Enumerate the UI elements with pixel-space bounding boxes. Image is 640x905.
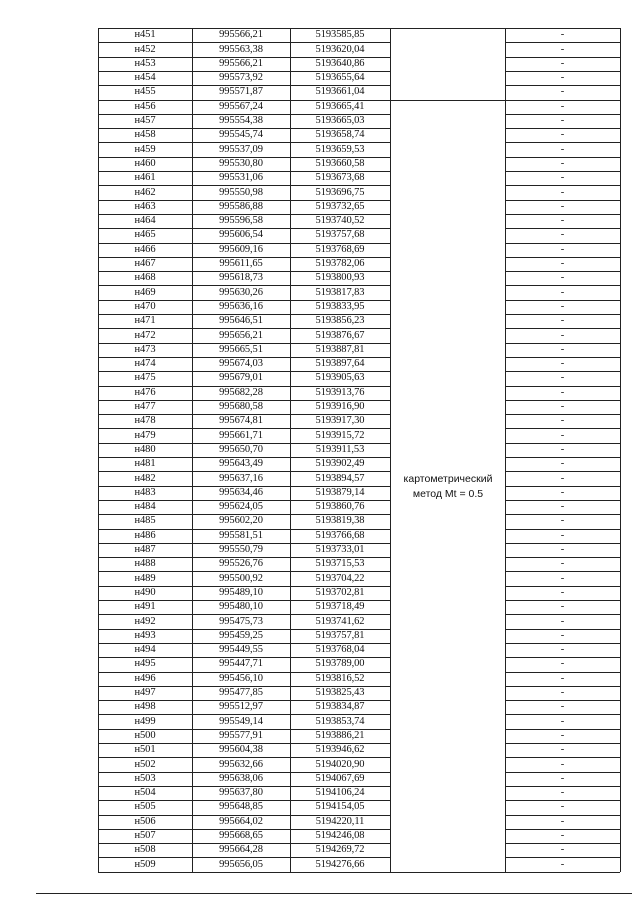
table-cell-coord-y: 5193733,01 [315, 544, 365, 555]
table-cell-coord-x: 995596,58 [219, 215, 263, 227]
table-cell-point-id: н477 [134, 401, 156, 412]
table-cell-coord-y: 5193620,04 [315, 43, 365, 55]
table-cell-point-id: н452 [134, 43, 156, 55]
method-note-line-1: картометрический [403, 473, 493, 485]
table-cell-coord-x: 995618,73 [219, 272, 263, 284]
table-cell-dash-mark: - [560, 629, 565, 641]
table-cell-coord-y: 5193665,03 [315, 115, 365, 126]
table-cell-point-id: н496 [134, 672, 156, 684]
table-cell-dash-mark: - [560, 186, 565, 198]
table-cell-point-id: н502 [134, 758, 156, 770]
table-cell-coord-y: 5193886,21 [315, 729, 365, 741]
table-cell-dash-mark: - [560, 772, 565, 784]
table-cell-coord-y: 5193789,00 [315, 658, 365, 670]
table-cell-coord-y: 5194020,90 [315, 758, 365, 770]
table-cell-coord-y: 5193660,58 [315, 157, 365, 169]
table-cell-dash-mark: - [560, 401, 565, 412]
table-cell-coord-x: 995664,28 [219, 844, 263, 856]
table-cell-coord-x: 995549,14 [219, 715, 263, 727]
table-cell-dash-mark: - [560, 157, 565, 169]
table-cell-coord-y: 5193825,43 [315, 687, 365, 698]
table-cell-point-id: н499 [134, 715, 156, 727]
table-cell-point-id: н484 [134, 501, 156, 513]
table-cell-dash-mark: - [560, 715, 565, 727]
table-cell-coord-y: 5193673,68 [315, 172, 365, 184]
table-cell-coord-x: 995571,87 [219, 86, 263, 98]
table-cell-dash-mark: - [560, 758, 565, 770]
table-cell-dash-mark: - [560, 200, 565, 212]
table-cell-point-id: н474 [134, 358, 156, 370]
table-cell-dash-mark: - [560, 143, 565, 155]
table-cell-coord-y: 5193702,81 [315, 586, 365, 598]
table-cell-point-id: н494 [134, 644, 156, 656]
table-cell-coord-y: 5193833,95 [315, 300, 365, 312]
table-cell-point-id: н467 [134, 258, 156, 269]
table-cell-coord-x: 995656,21 [219, 329, 263, 341]
table-cell-coord-x: 995545,74 [219, 129, 263, 141]
table-cell-coord-x: 995664,02 [219, 815, 263, 827]
table-cell-coord-y: 5193902,49 [315, 458, 365, 470]
table-cell-dash-mark: - [560, 801, 565, 813]
table-cell-coord-x: 995563,38 [219, 43, 263, 55]
table-cell-coord-x: 995602,20 [219, 515, 263, 527]
table-cell-point-id: н480 [134, 443, 156, 455]
table-column-rule [390, 28, 391, 872]
table-cell-point-id: н504 [134, 787, 156, 799]
table-cell-coord-x: 995531,06 [219, 172, 263, 184]
table-cell-point-id: н485 [134, 515, 156, 527]
table-cell-coord-x: 995632,66 [219, 758, 263, 770]
table-cell-dash-mark: - [560, 243, 565, 255]
table-cell-point-id: н498 [134, 701, 156, 713]
table-cell-dash-mark: - [560, 529, 565, 541]
table-cell-coord-x: 995550,79 [219, 544, 263, 555]
table-cell-coord-x: 995475,73 [219, 615, 263, 627]
table-cell-dash-mark: - [560, 744, 565, 756]
table-cell-point-id: н475 [134, 372, 156, 384]
table-cell-coord-y: 5193834,87 [315, 701, 365, 713]
table-cell-dash-mark: - [560, 415, 565, 427]
table-cell-coord-y: 5193757,81 [315, 629, 365, 641]
table-cell-dash-mark: - [560, 544, 565, 555]
table-cell-point-id: н495 [134, 658, 156, 670]
table-cell-coord-y: 5194106,24 [315, 787, 365, 799]
table-cell-point-id: н479 [134, 429, 156, 441]
table-cell-coord-x: 995606,54 [219, 229, 263, 241]
table-cell-coord-x: 995567,24 [219, 100, 263, 112]
table-cell-coord-x: 995573,92 [219, 72, 263, 84]
table-cell-coord-x: 995526,76 [219, 558, 263, 570]
table-cell-coord-y: 5193696,75 [315, 186, 365, 198]
table-cell-coord-y: 5194154,05 [315, 801, 365, 813]
table-cell-coord-x: 995449,55 [219, 644, 263, 656]
table-cell-coord-x: 995611,65 [219, 258, 263, 269]
table-cell-coord-y: 5193661,04 [315, 86, 365, 98]
table-cell-point-id: н466 [134, 243, 156, 255]
table-cell-dash-mark: - [560, 815, 565, 827]
table-cell-point-id: н501 [134, 744, 156, 756]
table-cell-dash-mark: - [560, 315, 565, 327]
table-cell-coord-x: 995682,28 [219, 386, 263, 398]
table-cell-point-id: н469 [134, 286, 156, 298]
table-cell-dash-mark: - [560, 258, 565, 269]
table-cell-coord-y: 5193819,38 [315, 515, 365, 527]
table-cell-dash-mark: - [560, 687, 565, 698]
table-cell-coord-y: 5193658,74 [315, 129, 365, 141]
table-cell-dash-mark: - [560, 300, 565, 312]
table-column-rule [620, 28, 621, 872]
table-cell-point-id: н483 [134, 486, 156, 498]
table-cell-coord-x: 995512,97 [219, 701, 263, 713]
table-cell-point-id: н471 [134, 315, 156, 327]
table-cell-dash-mark: - [560, 729, 565, 741]
table-cell-point-id: н503 [134, 772, 156, 784]
table-cell-point-id: н476 [134, 386, 156, 398]
table-cell-coord-x: 995637,16 [219, 472, 263, 484]
table-cell-point-id: н457 [134, 115, 156, 126]
table-cell-dash-mark: - [560, 586, 565, 598]
table-cell-coord-x: 995489,10 [219, 586, 263, 598]
table-cell-coord-y: 5193911,53 [315, 443, 365, 455]
table-cell-point-id: н460 [134, 157, 156, 169]
table-cell-coord-x: 995665,51 [219, 343, 263, 355]
table-cell-coord-y: 5193659,53 [315, 143, 365, 155]
table-cell-coord-y: 5193732,65 [315, 200, 365, 212]
table-cell-point-id: н481 [134, 458, 156, 470]
table-cell-dash-mark: - [560, 43, 565, 55]
table-cell-dash-mark: - [560, 29, 565, 41]
table-cell-coord-y: 5193766,68 [315, 529, 365, 541]
table-cell-point-id: н489 [134, 572, 156, 584]
table-cell-point-id: н492 [134, 615, 156, 627]
table-cell-coord-y: 5193585,85 [315, 29, 365, 41]
method-note-line-2: метод Mt = 0.5 [412, 488, 484, 500]
table-cell-point-id: н472 [134, 329, 156, 341]
table-cell-dash-mark: - [560, 343, 565, 355]
table-cell-dash-mark: - [560, 72, 565, 84]
table-cell-coord-x: 995537,09 [219, 143, 263, 155]
table-cell-point-id: н491 [134, 601, 156, 613]
table-cell-coord-y: 5193917,30 [315, 415, 365, 427]
table-cell-coord-y: 5193887,81 [315, 343, 365, 355]
table-row-rule [390, 100, 505, 101]
table-cell-coord-x: 995477,85 [219, 687, 263, 698]
table-cell-dash-mark: - [560, 429, 565, 441]
table-cell-coord-x: 995661,71 [219, 429, 263, 441]
table-cell-coord-x: 995656,05 [219, 858, 263, 870]
table-cell-coord-y: 5194269,72 [315, 844, 365, 856]
table-cell-point-id: н459 [134, 143, 156, 155]
table-cell-dash-mark: - [560, 486, 565, 498]
table-cell-point-id: н500 [134, 729, 156, 741]
table-cell-dash-mark: - [560, 358, 565, 370]
table-cell-coord-y: 5193853,74 [315, 715, 365, 727]
table-cell-coord-x: 995500,92 [219, 572, 263, 584]
table-cell-point-id: н506 [134, 815, 156, 827]
table-cell-coord-x: 995566,21 [219, 29, 263, 41]
table-cell-point-id: н473 [134, 343, 156, 355]
table-cell-coord-x: 995646,51 [219, 315, 263, 327]
table-cell-coord-y: 5193876,67 [315, 329, 365, 341]
table-cell-coord-x: 995637,80 [219, 787, 263, 799]
table-cell-coord-x: 995566,21 [219, 57, 263, 69]
table-cell-dash-mark: - [560, 615, 565, 627]
table-cell-coord-y: 5193894,57 [315, 472, 365, 484]
table-cell-point-id: н470 [134, 300, 156, 312]
table-cell-coord-x: 995554,38 [219, 115, 263, 126]
table-cell-point-id: н482 [134, 472, 156, 484]
table-cell-coord-x: 995648,85 [219, 801, 263, 813]
table-cell-point-id: н464 [134, 215, 156, 227]
table-cell-dash-mark: - [560, 501, 565, 513]
table-cell-point-id: н453 [134, 57, 156, 69]
table-cell-dash-mark: - [560, 272, 565, 284]
table-row-rule [98, 872, 620, 873]
table-cell-coord-y: 5193879,14 [315, 486, 365, 498]
table-cell-coord-x: 995604,38 [219, 744, 263, 756]
table-cell-dash-mark: - [560, 386, 565, 398]
table-cell-coord-x: 995643,49 [219, 458, 263, 470]
table-cell-point-id: н455 [134, 86, 156, 98]
table-cell-point-id: н508 [134, 844, 156, 856]
table-cell-coord-y: 5193640,86 [315, 57, 365, 69]
table-cell-coord-x: 995674,03 [219, 358, 263, 370]
table-cell-coord-x: 995447,71 [219, 658, 263, 670]
table-cell-point-id: н486 [134, 529, 156, 541]
table-cell-dash-mark: - [560, 100, 565, 112]
table-cell-coord-y: 5193655,64 [315, 72, 365, 84]
table-cell-dash-mark: - [560, 215, 565, 227]
table-cell-dash-mark: - [560, 329, 565, 341]
table-cell-point-id: н465 [134, 229, 156, 241]
table-cell-coord-y: 5193715,53 [315, 558, 365, 570]
table-cell-coord-x: 995636,16 [219, 300, 263, 312]
table-cell-dash-mark: - [560, 844, 565, 856]
table-cell-point-id: н454 [134, 72, 156, 84]
table-cell-coord-y: 5193768,04 [315, 644, 365, 656]
table-cell-coord-x: 995530,80 [219, 157, 263, 169]
table-cell-coord-y: 5193800,93 [315, 272, 365, 284]
table-cell-coord-x: 995459,25 [219, 629, 263, 641]
table-cell-coord-x: 995630,26 [219, 286, 263, 298]
table-cell-point-id: н451 [134, 29, 156, 41]
table-cell-coord-x: 995480,10 [219, 601, 263, 613]
table-cell-point-id: н461 [134, 172, 156, 184]
table-cell-coord-y: 5194067,69 [315, 772, 365, 784]
table-cell-coord-x: 995650,70 [219, 443, 263, 455]
table-cell-coord-x: 995609,16 [219, 243, 263, 255]
table-cell-point-id: н509 [134, 858, 156, 870]
table-cell-coord-x: 995680,58 [219, 401, 263, 412]
table-cell-coord-y: 5193782,06 [315, 258, 365, 269]
table-cell-coord-y: 5193915,72 [315, 429, 365, 441]
table-cell-point-id: н487 [134, 544, 156, 555]
table-cell-dash-mark: - [560, 658, 565, 670]
table-cell-point-id: н462 [134, 186, 156, 198]
table-cell-coord-y: 5193946,62 [315, 744, 365, 756]
table-cell-dash-mark: - [560, 572, 565, 584]
table-cell-point-id: н505 [134, 801, 156, 813]
table-cell-dash-mark: - [560, 472, 565, 484]
table-cell-coord-y: 5193757,68 [315, 229, 365, 241]
table-cell-coord-y: 5193817,83 [315, 286, 365, 298]
table-cell-dash-mark: - [560, 57, 565, 69]
table-cell-coord-x: 995586,88 [219, 200, 263, 212]
table-cell-dash-mark: - [560, 372, 565, 384]
table-cell-coord-x: 995638,06 [219, 772, 263, 784]
table-cell-point-id: н463 [134, 200, 156, 212]
table-cell-point-id: н456 [134, 100, 156, 112]
table-cell-coord-x: 995674,81 [219, 415, 263, 427]
table-cell-dash-mark: - [560, 129, 565, 141]
table-cell-dash-mark: - [560, 115, 565, 126]
table-cell-point-id: н468 [134, 272, 156, 284]
table-cell-dash-mark: - [560, 644, 565, 656]
table-cell-coord-x: 995634,46 [219, 486, 263, 498]
table-cell-coord-y: 5193741,62 [315, 615, 365, 627]
table-cell-coord-x: 995577,91 [219, 729, 263, 741]
table-cell-coord-y: 5193704,22 [315, 572, 365, 584]
table-cell-dash-mark: - [560, 172, 565, 184]
table-cell-dash-mark: - [560, 787, 565, 799]
table-cell-coord-y: 5193905,63 [315, 372, 365, 384]
table-cell-dash-mark: - [560, 286, 565, 298]
table-cell-dash-mark: - [560, 701, 565, 713]
table-cell-coord-y: 5194276,66 [315, 858, 365, 870]
table-cell-point-id: н497 [134, 687, 156, 698]
table-cell-dash-mark: - [560, 672, 565, 684]
table-cell-dash-mark: - [560, 458, 565, 470]
table-cell-coord-x: 995581,51 [219, 529, 263, 541]
table-cell-coord-y: 5193913,76 [315, 386, 365, 398]
table-cell-point-id: н490 [134, 586, 156, 598]
page-footer-rule [36, 893, 632, 894]
table-cell-coord-x: 995456,10 [219, 672, 263, 684]
table-cell-coord-y: 5193897,64 [315, 358, 365, 370]
table-cell-dash-mark: - [560, 515, 565, 527]
table-cell-dash-mark: - [560, 858, 565, 870]
table-cell-dash-mark: - [560, 558, 565, 570]
table-cell-point-id: н458 [134, 129, 156, 141]
table-cell-coord-y: 5193740,52 [315, 215, 365, 227]
table-cell-coord-y: 5193718,49 [315, 601, 365, 613]
table-cell-coord-y: 5193860,76 [315, 501, 365, 513]
table-cell-point-id: н488 [134, 558, 156, 570]
table-cell-coord-x: 995624,05 [219, 501, 263, 513]
table-cell-point-id: н507 [134, 830, 156, 841]
table-cell-coord-y: 5193856,23 [315, 315, 365, 327]
table-cell-coord-x: 995668,65 [219, 830, 263, 841]
table-cell-dash-mark: - [560, 86, 565, 98]
table-cell-coord-x: 995679,01 [219, 372, 263, 384]
table-cell-coord-y: 5193816,52 [315, 672, 365, 684]
table-cell-coord-y: 5193768,69 [315, 243, 365, 255]
table-cell-coord-y: 5193916,90 [315, 401, 365, 412]
table-cell-coord-x: 995550,98 [219, 186, 263, 198]
table-cell-coord-y: 5193665,41 [315, 100, 365, 112]
table-cell-dash-mark: - [560, 601, 565, 613]
table-cell-coord-y: 5194246,08 [315, 830, 365, 841]
method-note [392, 472, 504, 502]
table-cell-dash-mark: - [560, 830, 565, 841]
table-cell-point-id: н478 [134, 415, 156, 427]
table-cell-dash-mark: - [560, 443, 565, 455]
table-cell-dash-mark: - [560, 229, 565, 241]
table-cell-coord-y: 5194220,11 [315, 815, 365, 827]
table-cell-point-id: н493 [134, 629, 156, 641]
